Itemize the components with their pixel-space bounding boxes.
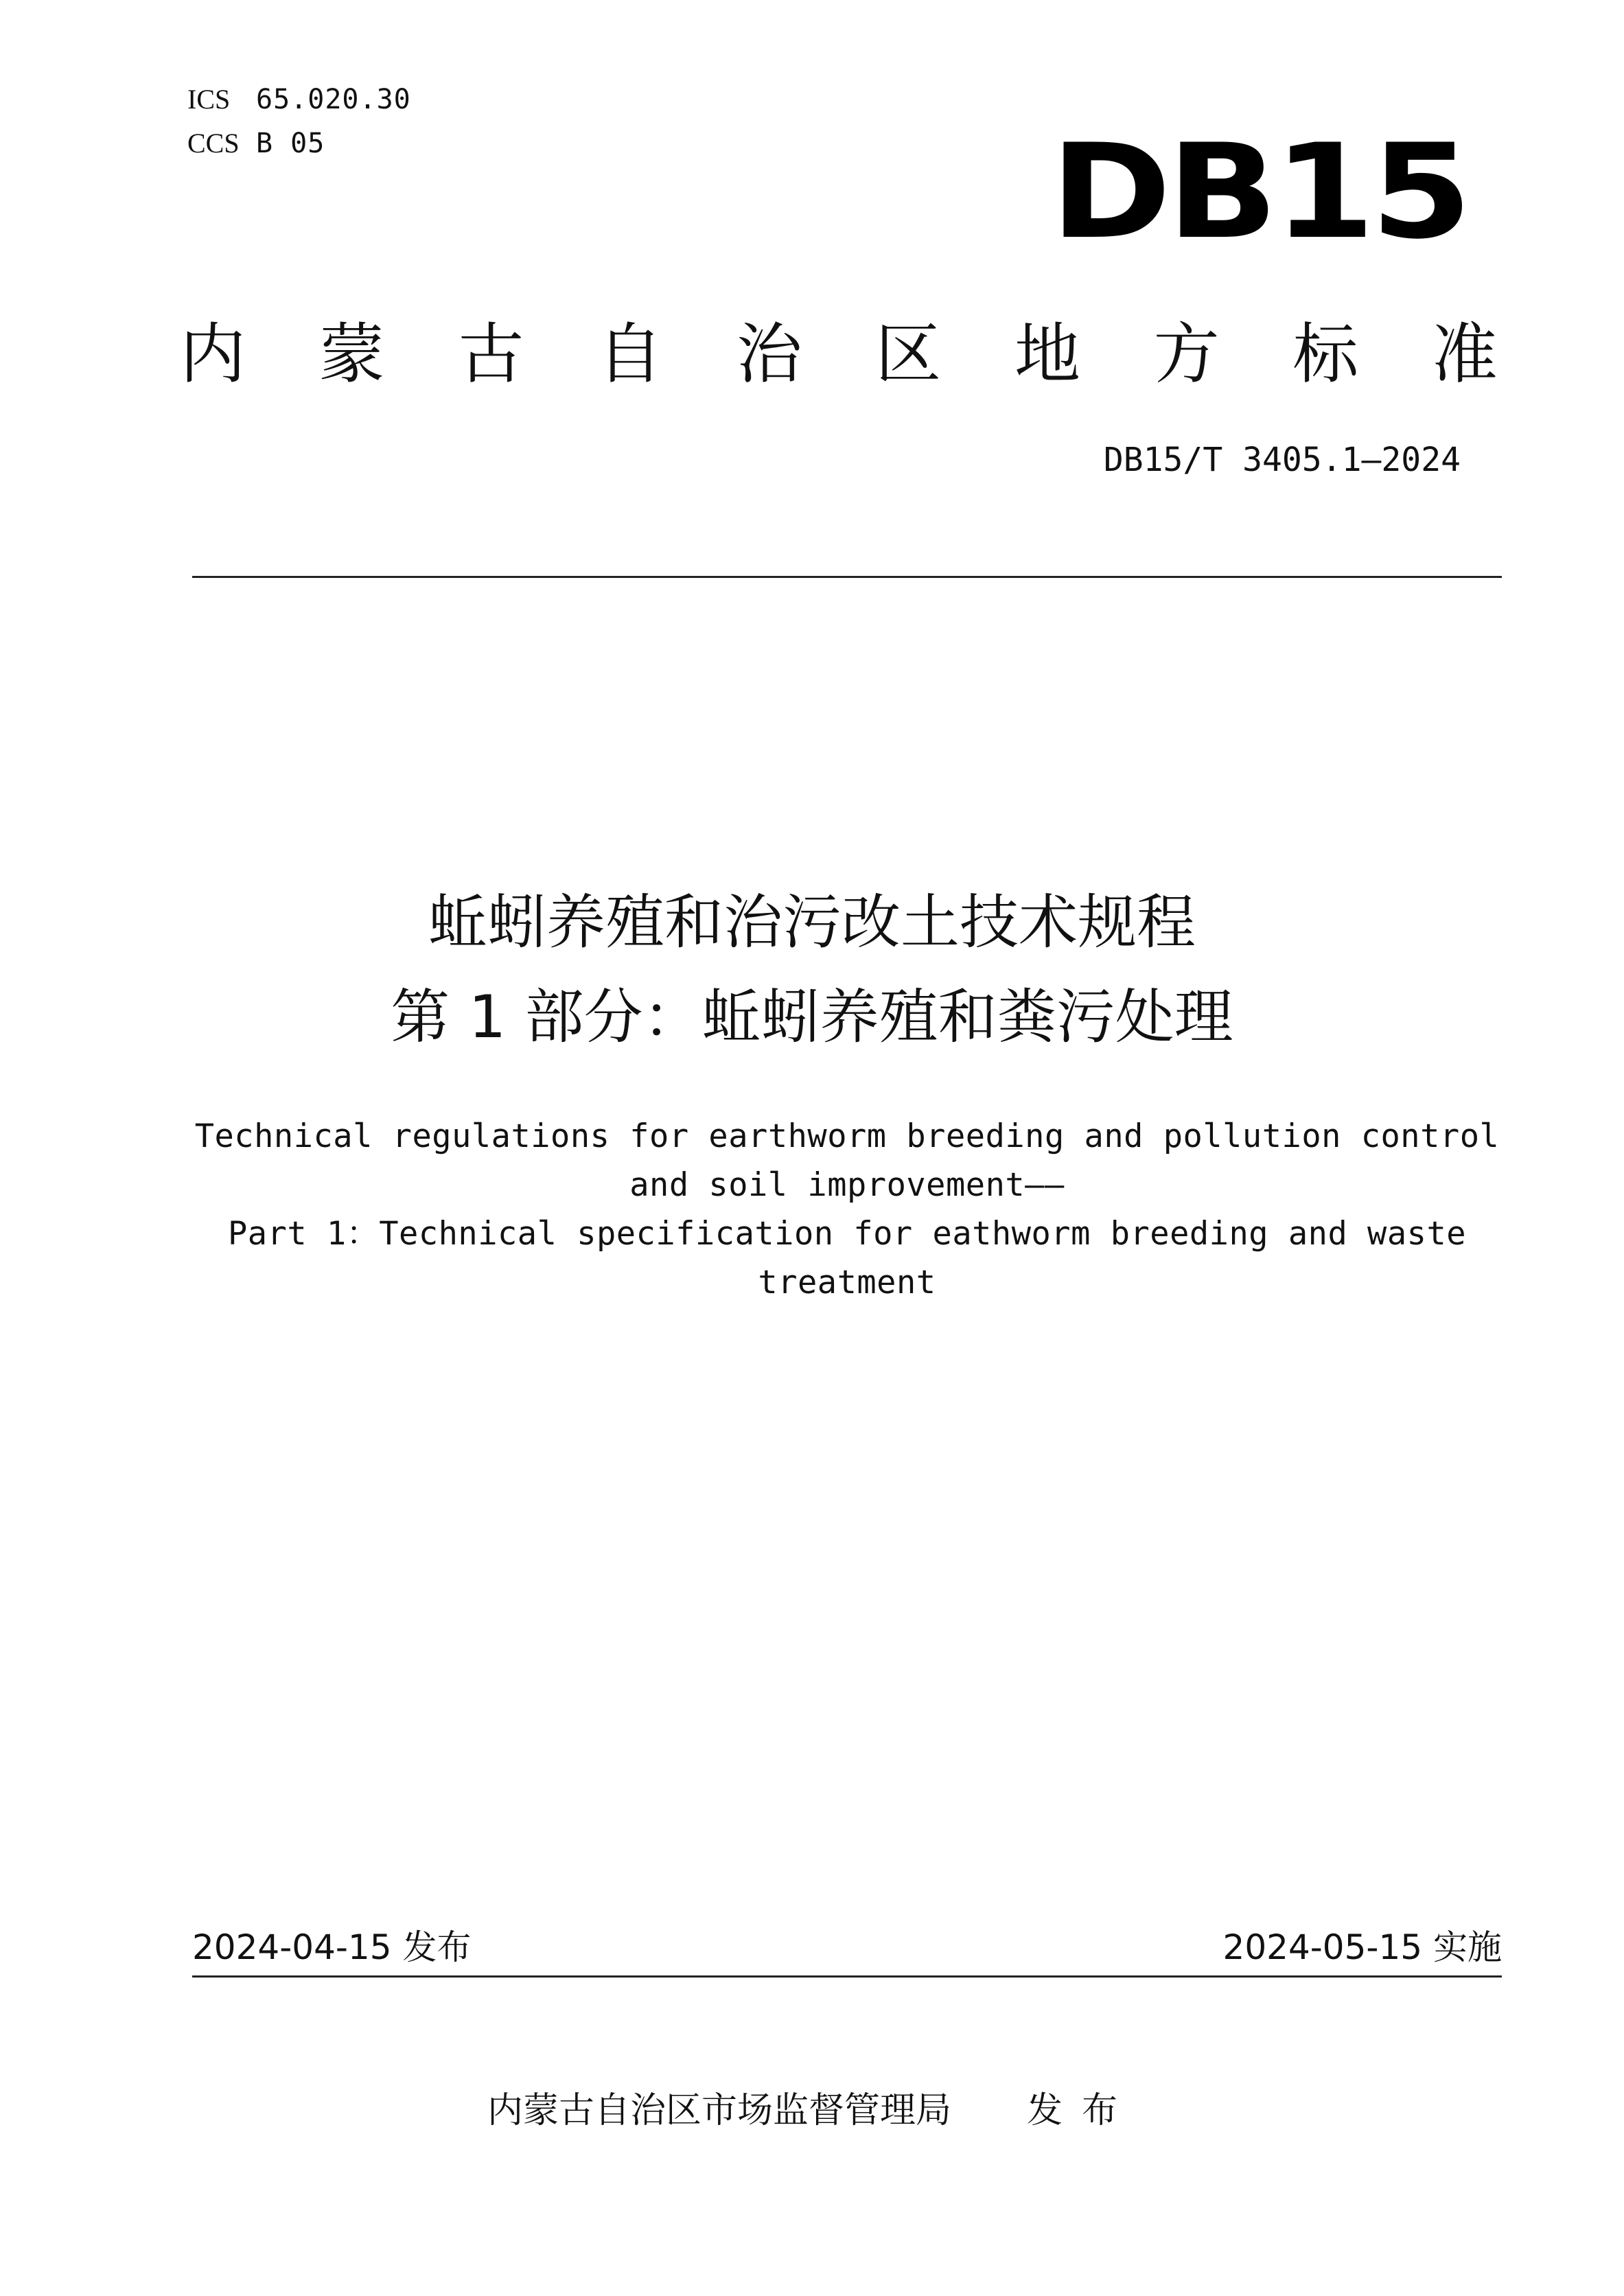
title-char: 自 [596, 316, 663, 393]
title-char: 方 [1153, 316, 1220, 393]
english-title [192, 1112, 1502, 1307]
issuing-authority [0, 2087, 1624, 2135]
title-char: 标 [1292, 316, 1359, 393]
title-char: 蒙 [318, 316, 385, 393]
header-divider [192, 576, 1502, 578]
implementation-date: 2024-05-15 实施 [1222, 1927, 1502, 1967]
standard-category-title [180, 313, 1498, 395]
classification-codes [187, 78, 411, 165]
english-title-line-4: treatment [758, 1264, 936, 1301]
standard-number: DB15/T 3405.1—2024 [1103, 441, 1461, 479]
issuer-action: 发布 [1027, 2090, 1137, 2131]
title-char: 准 [1431, 316, 1498, 393]
issuer-organization: 内蒙古自治区市场监督管理局 [487, 2090, 951, 2131]
title-char: 地 [1014, 316, 1080, 393]
title-char: 区 [875, 316, 942, 393]
ics-value: 65.020.30 [256, 84, 411, 115]
chinese-title-line-2: 第 1 部分：蚯蚓养殖和粪污处理 [391, 983, 1233, 1052]
english-title-line-1: Technical regulations for earthworm breeding and pollution control [194, 1117, 1500, 1155]
ics-code [187, 78, 411, 121]
english-title-line-2: and soil improvement—— [629, 1166, 1065, 1204]
english-title-line-3: Part 1：Technical specification for eathworm breeding and waste [227, 1215, 1467, 1253]
release-date: 2024-04-15 发布 [192, 1927, 472, 1967]
ics-label: ICS [187, 84, 231, 115]
ccs-value: B 05 [256, 128, 325, 159]
footer-divider [192, 1975, 1502, 1978]
ccs-label: CCS [187, 128, 240, 159]
ccs-code [187, 121, 411, 165]
standard-emblem: DB15 [1050, 116, 1468, 268]
chinese-title-line-1: 蚯蚓养殖和治污改土技术规程 [428, 888, 1196, 957]
title-char: 古 [458, 316, 524, 393]
title-char: 治 [736, 316, 802, 393]
title-char: 内 [180, 316, 246, 393]
